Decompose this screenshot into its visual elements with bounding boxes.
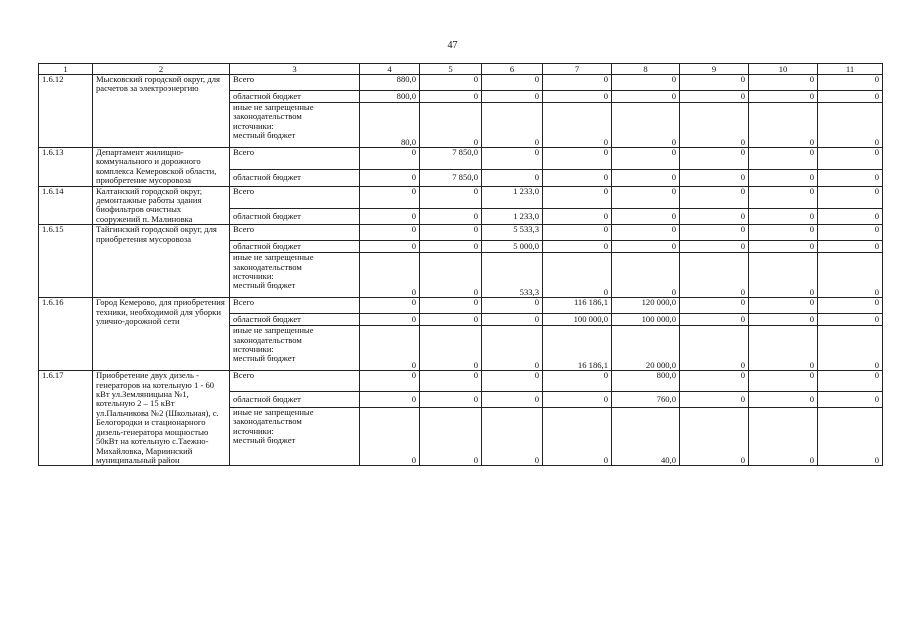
amount-cell: 120 000,0 [612, 298, 680, 314]
funding-source-line: иные не запрещенные [233, 407, 314, 417]
funding-source [230, 103, 360, 148]
funding-source: Всего [230, 148, 360, 170]
amount-cell: 0 [482, 392, 543, 408]
item-name: Приобретение двух дизель - генераторов на котельную 1 - 60 кВт ул.Земляницына №1, котельную 2 – 15 кВт ул.Пальчикова №2 (Школьная), с. Белогородки и стационарного дизель-генератора мощностью 50кВт на котельную с.Таежно-Михайловка, Мариинский муниципальный район [93, 371, 230, 466]
amount-cell: 0 [680, 241, 749, 253]
funding-source-line: законодательством [233, 111, 302, 122]
amount-cell: 0 [749, 371, 818, 392]
amount-cell: 0 [543, 253, 612, 298]
amount-cell: 0 [360, 314, 420, 326]
amount-cell: 0 [482, 148, 543, 170]
amount-cell: 0 [360, 407, 420, 466]
amount-cell: 0 [543, 208, 612, 225]
funding-source: Всего [230, 225, 360, 241]
amount-cell: 0 [612, 208, 680, 225]
amount-cell: 0 [680, 392, 749, 408]
funding-source-line: источники: [233, 120, 274, 131]
amount-cell: 0 [818, 298, 883, 314]
item-code: 1.6.14 [39, 186, 93, 225]
amount-cell: 0 [612, 91, 680, 103]
column-header: 8 [612, 64, 680, 75]
column-header: 2 [93, 64, 230, 75]
amount-cell: 0 [818, 75, 883, 91]
amount-cell: 0 [543, 75, 612, 91]
amount-cell: 0 [818, 148, 883, 170]
amount-cell: 0 [749, 253, 818, 298]
amount-cell: 0 [680, 326, 749, 371]
amount-cell: 0 [818, 208, 883, 225]
amount-cell: 0 [420, 392, 482, 408]
funding-source-line: иные не запрещенные [233, 252, 314, 263]
amount-cell: 0 [818, 392, 883, 408]
item-name: Мысковский городской округ, для расчетов за электроэнергию [93, 75, 230, 148]
amount-cell: 0 [360, 298, 420, 314]
amount-cell: 0 [543, 371, 612, 392]
amount-cell: 40,0 [612, 407, 680, 466]
amount-cell: 533,3 [482, 253, 543, 298]
amount-cell: 0 [612, 103, 680, 148]
amount-cell: 0 [360, 148, 420, 170]
funding-source-line: источники: [233, 271, 274, 282]
amount-cell: 0 [749, 91, 818, 103]
amount-cell: 0 [818, 170, 883, 187]
amount-cell: 0 [420, 186, 482, 208]
item-code: 1.6.12 [39, 75, 93, 148]
amount-cell: 0 [749, 326, 818, 371]
item-code: 1.6.15 [39, 225, 93, 298]
amount-cell: 0 [360, 371, 420, 392]
amount-cell: 0 [482, 314, 543, 326]
funding-source-line: источники: [233, 425, 274, 436]
amount-cell: 0 [749, 314, 818, 326]
amount-cell: 0 [612, 148, 680, 170]
amount-cell: 0 [680, 225, 749, 241]
column-header: 10 [749, 64, 818, 75]
funding-source-line: иные не запрещенные [233, 102, 314, 112]
column-header: 4 [360, 64, 420, 75]
column-header: 9 [680, 64, 749, 75]
funding-source: областной бюджет [230, 241, 360, 253]
amount-cell: 0 [818, 91, 883, 103]
funding-source [230, 326, 360, 371]
amount-cell: 7 850,0 [420, 148, 482, 170]
amount-cell: 0 [680, 170, 749, 187]
amount-cell: 0 [749, 241, 818, 253]
amount-cell: 0 [749, 225, 818, 241]
funding-source: Всего [230, 186, 360, 208]
amount-cell: 0 [420, 103, 482, 148]
amount-cell: 800,0 [612, 371, 680, 392]
item-name: Город Кемерово, для приобретения техники, необходимой для уборки улично-дорожной сети [93, 298, 230, 371]
amount-cell: 0 [482, 91, 543, 103]
amount-cell: 0 [420, 407, 482, 466]
funding-source: Всего [230, 371, 360, 392]
amount-cell: 0 [818, 407, 883, 466]
amount-cell: 0 [680, 253, 749, 298]
amount-cell: 0 [360, 253, 420, 298]
column-header: 1 [39, 64, 93, 75]
amount-cell: 0 [360, 225, 420, 241]
amount-cell: 0 [360, 326, 420, 371]
column-header: 11 [818, 64, 883, 75]
item-name: Калтанский городской округ, демонтажные работы здания биофильтров очистных сооружений п. Малиновка [93, 186, 230, 225]
amount-cell: 0 [818, 371, 883, 392]
funding-source-line: местный бюджет [233, 353, 296, 364]
table-row [39, 298, 883, 314]
column-header: 7 [543, 64, 612, 75]
amount-cell: 0 [749, 208, 818, 225]
amount-cell: 0 [543, 91, 612, 103]
amount-cell: 0 [612, 225, 680, 241]
amount-cell: 0 [543, 241, 612, 253]
funding-source: областной бюджет [230, 392, 360, 408]
amount-cell: 0 [612, 186, 680, 208]
amount-cell: 0 [420, 253, 482, 298]
amount-cell: 1 233,0 [482, 186, 543, 208]
funding-source: областной бюджет [230, 91, 360, 103]
amount-cell: 0 [482, 326, 543, 371]
amount-cell: 0 [680, 148, 749, 170]
amount-cell: 0 [749, 75, 818, 91]
funding-source-line: законодательством [233, 416, 302, 427]
amount-cell: 7 850,0 [420, 170, 482, 187]
amount-cell: 0 [360, 208, 420, 225]
amount-cell: 16 186,1 [543, 326, 612, 371]
amount-cell: 0 [420, 326, 482, 371]
amount-cell: 0 [420, 75, 482, 91]
amount-cell: 880,0 [360, 75, 420, 91]
amount-cell: 0 [543, 225, 612, 241]
amount-cell: 760,0 [612, 392, 680, 408]
funding-source-line: иные не запрещенные [233, 325, 314, 336]
item-code: 1.6.16 [39, 298, 93, 371]
amount-cell: 0 [818, 186, 883, 208]
amount-cell: 0 [749, 148, 818, 170]
amount-cell: 0 [482, 103, 543, 148]
funding-source-line: законодательством [233, 334, 302, 345]
table-body [39, 64, 883, 466]
amount-cell: 0 [420, 241, 482, 253]
amount-cell: 100 000,0 [612, 314, 680, 326]
funding-source-line: законодательством [233, 261, 302, 272]
amount-cell: 0 [482, 407, 543, 466]
amount-cell: 0 [749, 298, 818, 314]
amount-cell: 0 [543, 170, 612, 187]
amount-cell: 0 [543, 103, 612, 148]
column-header: 3 [230, 64, 360, 75]
funding-source: областной бюджет [230, 314, 360, 326]
funding-source: Всего [230, 75, 360, 91]
amount-cell: 0 [543, 148, 612, 170]
amount-cell: 0 [360, 186, 420, 208]
amount-cell: 0 [543, 186, 612, 208]
item-name: Тайгинский городской округ, для приобретения мусоровоза [93, 225, 230, 298]
amount-cell: 0 [818, 225, 883, 241]
amount-cell: 0 [749, 186, 818, 208]
amount-cell: 0 [360, 170, 420, 187]
item-name: Департамент жилищно-коммунального и дорожного комплекса Кемеровской области, приобретение мусоровоза [93, 148, 230, 187]
column-header: 5 [420, 64, 482, 75]
amount-cell: 0 [680, 103, 749, 148]
amount-cell: 0 [680, 75, 749, 91]
amount-cell: 800,0 [360, 91, 420, 103]
amount-cell: 0 [612, 75, 680, 91]
amount-cell: 0 [749, 103, 818, 148]
amount-cell: 0 [482, 298, 543, 314]
amount-cell: 0 [360, 241, 420, 253]
funding-source: Всего [230, 298, 360, 314]
amount-cell: 0 [680, 314, 749, 326]
amount-cell: 5 533,3 [482, 225, 543, 241]
amount-cell: 0 [482, 75, 543, 91]
amount-cell: 0 [818, 103, 883, 148]
amount-cell: 0 [680, 208, 749, 225]
table-row [39, 225, 883, 241]
funding-source-line: местный бюджет [233, 434, 296, 445]
amount-cell: 0 [360, 392, 420, 408]
amount-cell: 0 [818, 326, 883, 371]
amount-cell: 0 [680, 298, 749, 314]
amount-cell: 0 [749, 170, 818, 187]
amount-cell: 5 000,0 [482, 241, 543, 253]
amount-cell: 0 [482, 371, 543, 392]
amount-cell: 0 [680, 371, 749, 392]
item-code: 1.6.13 [39, 148, 93, 187]
amount-cell: 0 [680, 91, 749, 103]
amount-cell: 0 [680, 186, 749, 208]
funding-source-line: местный бюджет [233, 280, 296, 291]
table-row [39, 148, 883, 170]
amount-cell: 0 [612, 241, 680, 253]
amount-cell: 0 [420, 314, 482, 326]
amount-cell: 100 000,0 [543, 314, 612, 326]
amount-cell: 1 233,0 [482, 208, 543, 225]
amount-cell: 0 [818, 253, 883, 298]
amount-cell: 0 [749, 392, 818, 408]
amount-cell: 0 [818, 241, 883, 253]
funding-source: областной бюджет [230, 208, 360, 225]
amount-cell: 0 [420, 225, 482, 241]
amount-cell: 0 [543, 407, 612, 466]
column-number-row [39, 64, 883, 75]
amount-cell: 0 [420, 91, 482, 103]
table-row [39, 186, 883, 208]
amount-cell: 0 [482, 170, 543, 187]
amount-cell: 0 [818, 314, 883, 326]
funding-source-line: источники: [233, 344, 274, 355]
amount-cell: 116 186,1 [543, 298, 612, 314]
amount-cell: 0 [420, 208, 482, 225]
amount-cell: 0 [420, 371, 482, 392]
budget-table [38, 63, 883, 466]
amount-cell: 0 [543, 392, 612, 408]
amount-cell: 0 [612, 170, 680, 187]
table-row [39, 75, 883, 91]
amount-cell: 0 [612, 253, 680, 298]
funding-source: областной бюджет [230, 170, 360, 187]
amount-cell: 80,0 [360, 103, 420, 148]
funding-source [230, 407, 360, 466]
amount-cell: 20 000,0 [612, 326, 680, 371]
item-code: 1.6.17 [39, 371, 93, 466]
page-number: 47 [447, 40, 458, 51]
amount-cell: 0 [680, 407, 749, 466]
amount-cell: 0 [420, 298, 482, 314]
funding-source [230, 253, 360, 298]
amount-cell: 0 [749, 407, 818, 466]
table-row [39, 371, 883, 392]
column-header: 6 [482, 64, 543, 75]
funding-source-line: местный бюджет [233, 130, 296, 141]
